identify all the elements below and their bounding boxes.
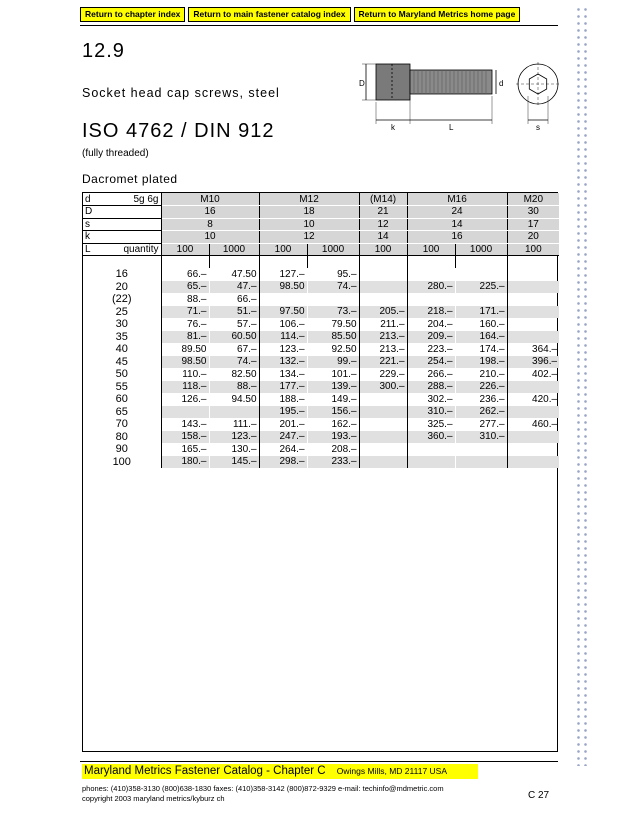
price-cell: 139.–	[307, 381, 359, 394]
catalog-index-button[interactable]: Return to main fastener catalog index	[188, 7, 350, 22]
table-cell: 12	[259, 231, 359, 244]
coating-label: Dacromet plated	[82, 172, 178, 186]
table-cell: 24	[407, 206, 507, 219]
length-cell: 55	[83, 381, 161, 394]
table-row	[83, 418, 559, 431]
table-row	[83, 393, 559, 406]
price-cell	[455, 268, 507, 281]
price-cell: 158.–	[161, 431, 209, 444]
spacer-row	[83, 256, 559, 269]
price-cell: 460.–	[532, 418, 558, 430]
contact-info	[82, 784, 444, 804]
price-cell: 160.–	[455, 318, 507, 331]
standard-heading: ISO 4762 / DIN 912	[82, 120, 275, 142]
price-cell: 73.–	[307, 306, 359, 319]
price-cell: 95.–	[307, 268, 359, 281]
price-cell	[359, 431, 407, 444]
price-cell: 111.–	[209, 418, 259, 431]
price-cell: 262.–	[455, 406, 507, 419]
price-cell: 127.–	[259, 268, 307, 281]
table-cell	[161, 256, 209, 269]
length-cell: 50	[83, 368, 161, 381]
price-cell: 89.50	[161, 343, 209, 356]
price-cell: 85.50	[307, 331, 359, 344]
table-cell: 10	[259, 218, 359, 231]
price-cell	[507, 268, 559, 281]
price-cell: 114.–	[259, 331, 307, 344]
screw-end-view	[516, 62, 560, 124]
price-cell: 106.–	[259, 318, 307, 331]
price-cell: 126.–	[161, 393, 209, 406]
price-cell: 402.–	[532, 368, 558, 380]
price-cell: 51.–	[209, 306, 259, 319]
length-cell: 20	[83, 281, 161, 294]
price-cell	[507, 293, 559, 306]
price-cell: 76.–	[161, 318, 209, 331]
price-cell	[507, 331, 559, 344]
price-cell: 171.–	[455, 306, 507, 319]
price-cell: 60.50	[209, 331, 259, 344]
length-cell: 100	[83, 456, 161, 469]
price-cell: 225.–	[455, 281, 507, 294]
size-m12: M12	[259, 193, 359, 206]
price-cell: 310.–	[455, 431, 507, 444]
size-m16: M16	[407, 193, 507, 206]
length-cell: 70	[83, 418, 161, 431]
s-label-cell: s	[83, 218, 161, 231]
price-cell	[507, 318, 559, 331]
length-cell: 40	[83, 343, 161, 356]
company-address: Owings Mills, MD 21117 USA	[336, 766, 448, 776]
length-cell: 80	[83, 431, 161, 444]
table-cell: 100	[507, 243, 559, 256]
length-cell: 90	[83, 443, 161, 456]
price-table-frame	[82, 192, 558, 752]
price-cell: 209.–	[407, 331, 455, 344]
price-cell	[507, 443, 559, 456]
price-cell: 57.–	[209, 318, 259, 331]
price-cell: 118.–	[161, 381, 209, 394]
footer-divider	[80, 761, 558, 762]
length-cell: 30	[83, 318, 161, 331]
table-cell: 100	[259, 243, 307, 256]
table-cell	[83, 256, 161, 269]
length-cell: 60	[83, 393, 161, 406]
length-cell: 35	[83, 331, 161, 344]
price-cell: 247.–	[259, 431, 307, 444]
price-cell: 97.50	[259, 306, 307, 319]
price-cell: 149.–	[307, 393, 359, 406]
price-table	[83, 193, 559, 468]
table-cell: 10	[161, 231, 259, 244]
size-m14: (M14)	[359, 193, 407, 206]
price-cell: 254.–	[407, 356, 455, 369]
contact-line: phones: (410)358-3130 (800)638-1830 faxes: (410)358-3142 (800)872-9329 e-mail: techinfo@mdmetric.com	[82, 784, 444, 793]
price-cell: 277.–	[455, 418, 507, 431]
table-cell: 20	[507, 231, 559, 244]
table-cell	[507, 256, 559, 269]
copyright-line: copyright 2003 maryland metrics/kyburz ch	[82, 794, 225, 803]
label-d: d	[499, 79, 504, 88]
price-cell: 98.50	[259, 281, 307, 294]
price-cell	[407, 293, 455, 306]
table-cell: 100	[161, 243, 209, 256]
price-cell: 180.–	[161, 456, 209, 469]
label-s: s	[536, 123, 540, 132]
price-cell: 302.–	[407, 393, 455, 406]
price-cell: 195.–	[259, 406, 307, 419]
price-cell: 193.–	[307, 431, 359, 444]
table-cell: 14	[359, 231, 407, 244]
price-cell: 132.–	[259, 356, 307, 369]
label-k: k	[391, 123, 395, 132]
length-cell: 45	[83, 356, 161, 369]
price-cell: 288.–	[407, 381, 455, 394]
price-cell: 300.–	[359, 381, 407, 394]
price-cell: 47.–	[209, 281, 259, 294]
price-cell	[407, 443, 455, 456]
k-label-cell: k	[83, 231, 161, 244]
top-divider	[80, 25, 558, 26]
price-cell: 310.–	[407, 406, 455, 419]
head-height-row	[83, 231, 559, 244]
price-cell: 65.–	[161, 281, 209, 294]
price-cell	[307, 293, 359, 306]
table-row	[83, 293, 559, 306]
price-cell: 210.–	[455, 368, 507, 381]
price-cell: 360.–	[407, 431, 455, 444]
price-cell: 66.–	[161, 268, 209, 281]
price-rows	[83, 256, 559, 469]
price-cell: 88.–	[209, 381, 259, 394]
table-cell: 8	[161, 218, 259, 231]
socket-size-row	[83, 218, 559, 231]
top-navigation	[80, 7, 520, 22]
price-cell: 130.–	[209, 443, 259, 456]
price-cell: 110.–	[161, 368, 209, 381]
price-cell	[359, 443, 407, 456]
price-cell	[359, 393, 407, 406]
price-cell: 325.–	[407, 418, 455, 431]
D-label-cell: D	[83, 206, 161, 219]
chapter-index-button[interactable]: Return to chapter index	[80, 7, 185, 22]
price-cell: 82.50	[209, 368, 259, 381]
table-row	[83, 318, 559, 331]
price-cell: 67.–	[209, 343, 259, 356]
price-cell: 198.–	[455, 356, 507, 369]
price-cell: 420.–	[532, 393, 558, 405]
price-cell	[507, 281, 559, 294]
price-cell: 71.–	[161, 306, 209, 319]
price-cell	[359, 456, 407, 469]
price-cell	[507, 406, 559, 419]
price-cell: 213.–	[359, 343, 407, 356]
price-cell	[209, 406, 259, 419]
price-cell: 204.–	[407, 318, 455, 331]
table-cell: 21	[359, 206, 407, 219]
length-cell: 65	[83, 406, 161, 419]
table-cell: 12	[359, 218, 407, 231]
price-cell: 123.–	[259, 343, 307, 356]
table-cell: 1000	[307, 243, 359, 256]
quantity-row	[83, 243, 559, 256]
price-cell: 134.–	[259, 368, 307, 381]
price-cell	[359, 293, 407, 306]
price-cell: 47.50	[209, 268, 259, 281]
L-label-cell: L quantity	[83, 243, 161, 256]
price-cell	[359, 268, 407, 281]
table-row	[83, 306, 559, 319]
table-cell: 1000	[209, 243, 259, 256]
price-cell: 213.–	[359, 331, 407, 344]
price-cell	[407, 268, 455, 281]
price-cell: 74.–	[307, 281, 359, 294]
price-cell: 98.50	[161, 356, 209, 369]
grade-heading: 12.9	[82, 40, 125, 62]
price-cell	[507, 431, 559, 444]
price-cell	[507, 306, 559, 319]
table-row	[83, 381, 559, 394]
price-cell: 298.–	[259, 456, 307, 469]
table-cell	[307, 256, 359, 269]
table-row	[83, 268, 559, 281]
price-cell: 165.–	[161, 443, 209, 456]
length-cell: (22)	[83, 293, 161, 306]
price-cell: 162.–	[307, 418, 359, 431]
table-row	[83, 331, 559, 344]
price-cell: 205.–	[359, 306, 407, 319]
variant-note: (fully threaded)	[82, 148, 149, 159]
price-cell: 94.50	[209, 393, 259, 406]
price-cell	[359, 418, 407, 431]
table-cell	[259, 256, 307, 269]
price-cell	[455, 456, 507, 469]
price-cell: 156.–	[307, 406, 359, 419]
price-cell	[455, 293, 507, 306]
price-cell: 233.–	[307, 456, 359, 469]
table-row	[83, 368, 559, 381]
table-cell: 16	[161, 206, 259, 219]
price-cell: 143.–	[161, 418, 209, 431]
price-cell: 218.–	[407, 306, 455, 319]
footer-title	[82, 764, 478, 779]
table-cell: 100	[359, 243, 407, 256]
page-number: C 27	[528, 790, 550, 801]
price-cell: 236.–	[455, 393, 507, 406]
table-cell: 14	[407, 218, 507, 231]
price-cell: 280.–	[407, 281, 455, 294]
table-cell: 18	[259, 206, 359, 219]
product-name: Socket head cap screws, steel	[82, 86, 280, 100]
price-cell: 396.–	[507, 356, 559, 369]
price-cell: 66.–	[209, 293, 259, 306]
price-cell: 221.–	[359, 356, 407, 369]
length-cell: 25	[83, 306, 161, 319]
home-page-button[interactable]: Return to Maryland Metrics home page	[354, 7, 521, 22]
table-cell: 30	[507, 206, 559, 219]
price-cell: 229.–	[359, 368, 407, 381]
price-cell	[407, 456, 455, 469]
table-row	[83, 456, 559, 469]
table-cell: 1000	[455, 243, 507, 256]
screw-side-view	[362, 64, 496, 124]
price-cell: 211.–	[359, 318, 407, 331]
table-cell: 16	[407, 231, 507, 244]
price-cell: 174.–	[455, 343, 507, 356]
label-L: L	[449, 123, 454, 132]
price-cell: 226.–	[455, 381, 507, 394]
price-cell	[359, 406, 407, 419]
price-cell	[161, 406, 209, 419]
catalog-title: Maryland Metrics Fastener Catalog - Chapter C	[84, 765, 326, 777]
price-cell: 145.–	[209, 456, 259, 469]
price-cell: 177.–	[259, 381, 307, 394]
price-cell	[359, 281, 407, 294]
length-cell: 16	[83, 268, 161, 281]
size-m20: M20	[507, 193, 559, 206]
price-cell	[507, 381, 559, 394]
table-row	[83, 281, 559, 294]
table-cell	[407, 256, 455, 269]
dotted-margin-decoration	[575, 6, 589, 766]
table-row	[83, 443, 559, 456]
price-cell: 101.–	[307, 368, 359, 381]
head-diameter-row	[83, 206, 559, 219]
price-cell: 88.–	[161, 293, 209, 306]
price-cell	[259, 293, 307, 306]
size-row	[83, 193, 559, 206]
table-cell: 100	[407, 243, 455, 256]
price-cell	[507, 456, 559, 469]
d-label-cell: d 5g 6g	[83, 193, 161, 206]
table-row	[83, 343, 559, 356]
price-cell: 188.–	[259, 393, 307, 406]
price-cell: 92.50	[307, 343, 359, 356]
table-row	[83, 431, 559, 444]
price-cell: 201.–	[259, 418, 307, 431]
price-cell: 223.–	[407, 343, 455, 356]
table-row	[83, 356, 559, 369]
price-cell: 99.–	[307, 356, 359, 369]
table-row	[83, 406, 559, 419]
size-m10: M10	[161, 193, 259, 206]
price-cell: 74.–	[209, 356, 259, 369]
table-cell	[359, 256, 407, 269]
price-cell: 81.–	[161, 331, 209, 344]
table-cell	[455, 256, 507, 269]
price-cell: 264.–	[259, 443, 307, 456]
price-cell	[455, 443, 507, 456]
price-cell: 208.–	[307, 443, 359, 456]
table-cell: 17	[507, 218, 559, 231]
label-D: D	[359, 79, 365, 88]
price-cell: 364.–	[532, 343, 558, 355]
table-cell	[209, 256, 259, 269]
price-cell: 79.50	[307, 318, 359, 331]
price-cell: 123.–	[209, 431, 259, 444]
price-cell: 164.–	[455, 331, 507, 344]
screw-drawing	[356, 50, 566, 140]
price-cell: 266.–	[407, 368, 455, 381]
